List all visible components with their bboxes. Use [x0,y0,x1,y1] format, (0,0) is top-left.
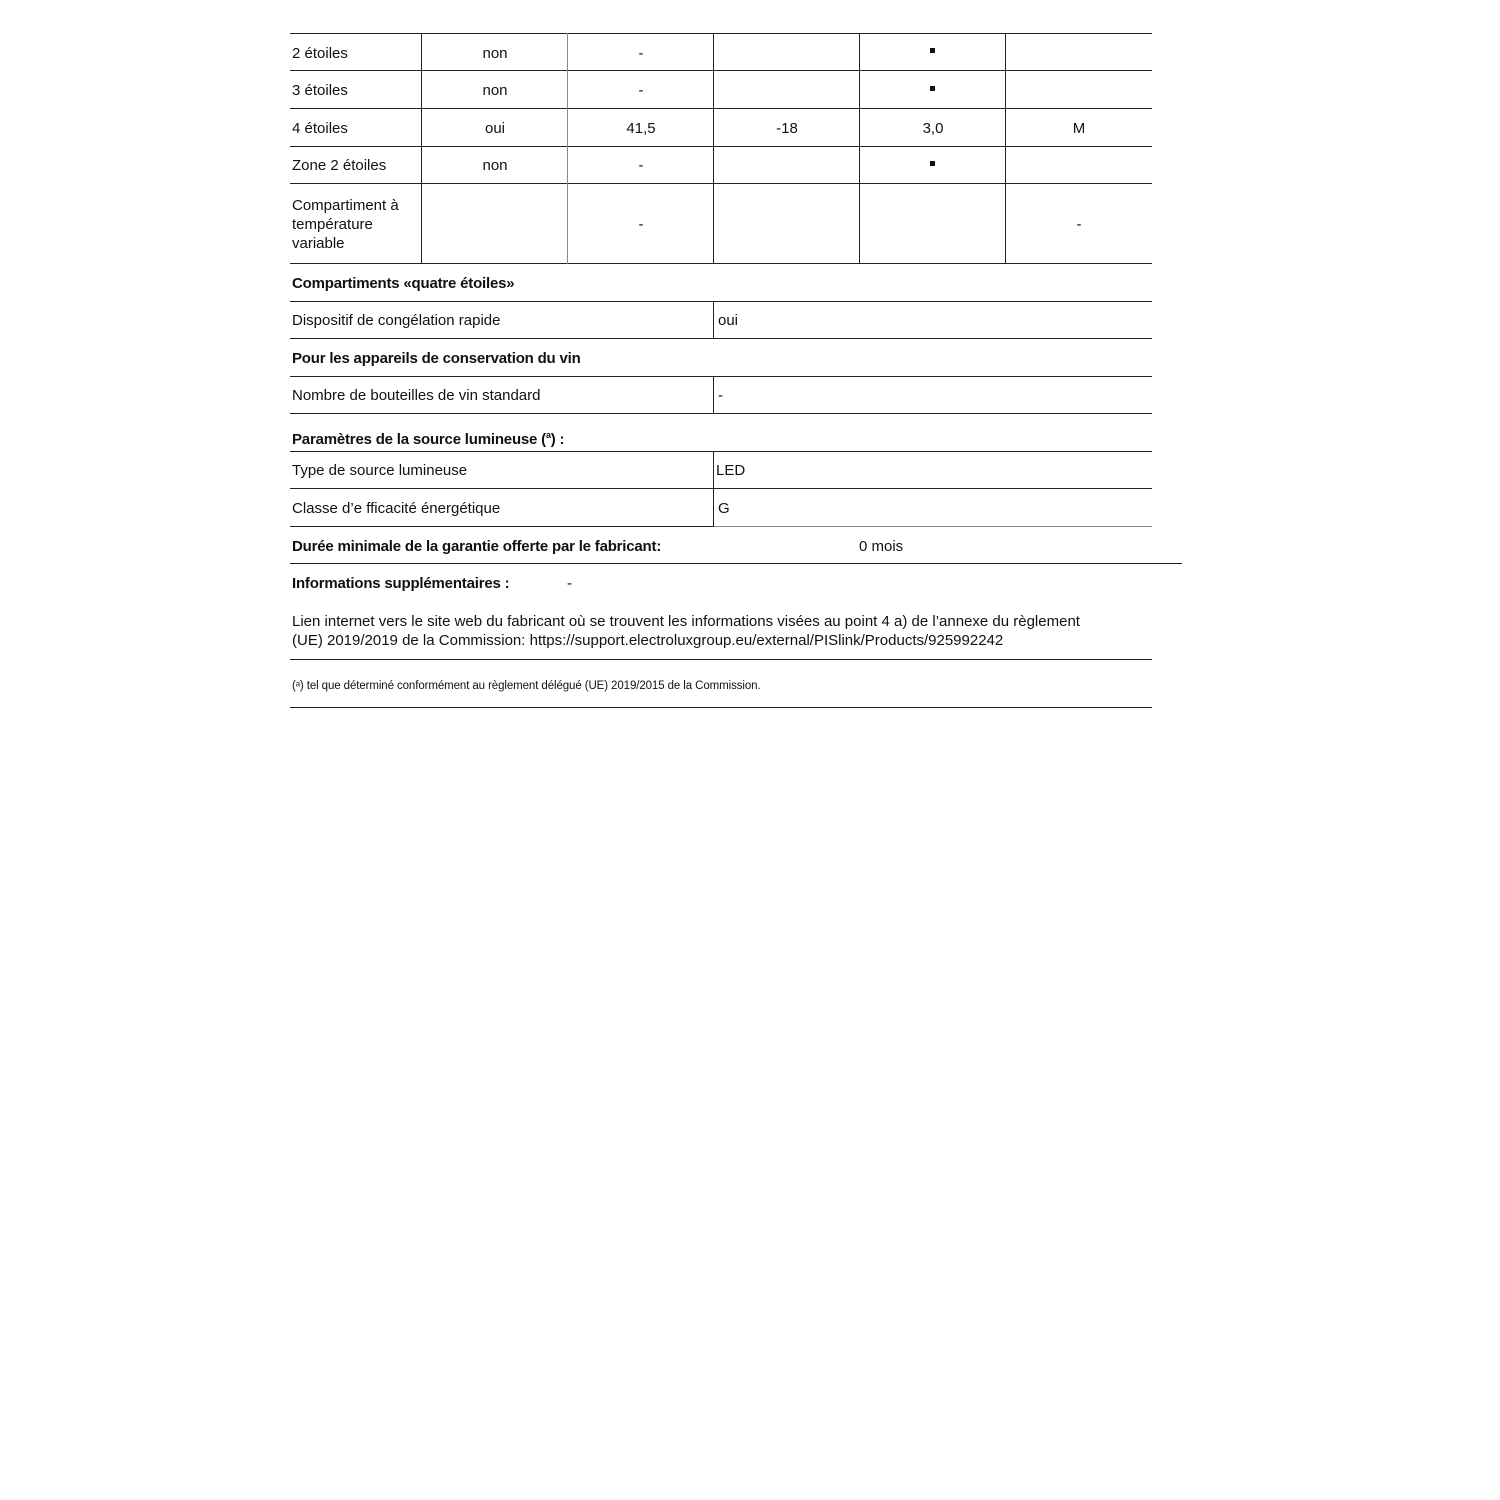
table-rule [290,108,1152,109]
cell-value: 41,5 [626,120,656,137]
section-rule [290,338,1152,339]
section-heading: Pour les appareils de conservation du vin [292,350,581,367]
table-column-rule [859,33,860,264]
energy-class-value: G [718,500,730,517]
warranty-value: 0 mois [859,538,904,555]
wine-bottles-value: - [718,387,723,404]
cell-value: non [482,82,508,99]
wine-bottles-label: Nombre de bouteilles de vin standard [292,387,541,404]
bullet-marker [930,161,935,166]
light-type-label: Type de source lumineuse [292,462,468,479]
bullet-marker [930,86,935,91]
table-column-rule [421,33,422,264]
section-heading: Compartiments «quatre étoiles» [292,275,515,292]
row-label: Zone 2 étoiles [292,157,387,174]
section-heading: Paramètres de la source lumineuse ($^a$) : [292,430,565,448]
light-type-value: LED [716,462,746,479]
table-column-rule [713,376,714,413]
row-label: variable [292,235,345,252]
rapid-freeze-label: Dispositif de congélation rapide [292,312,501,329]
table-rule [290,33,1152,34]
section-rule [290,659,1152,660]
cell-value: - [638,157,644,174]
bullet-marker [930,48,935,53]
extra-info-value: - [567,575,572,592]
row-label: température [292,216,373,233]
footnote: (ᵃ) tel que déterminé conformément au règlement délégué (UE) 2019/2015 de la Commission. [292,680,761,692]
table-rule [290,70,1152,71]
cell-value: 3,0 [922,120,944,137]
extra-info-label: Informations supplémentaires : [292,575,510,592]
cell-value: - [638,82,644,99]
row-label: 2 étoiles [292,45,348,62]
cell-value: - [638,216,644,233]
table-column-rule [713,301,714,338]
row-label: Compartiment à [292,197,399,214]
section-rule [290,451,1152,452]
cell-value: -18 [776,120,798,137]
section-rule [290,707,1152,708]
section-rule [290,301,1152,302]
cell-value: oui [484,120,506,137]
table-column-rule [713,451,714,527]
warranty-label: Durée minimale de la garantie offerte par le fabricant: [292,538,662,555]
cell-value: - [1076,216,1082,233]
cell-value: non [482,157,508,174]
cell-value: - [638,45,644,62]
manufacturer-link-text: (UE) 2019/2019 de la Commission: https://support.electroluxgroup.eu/external/PISlink/Products/925992242 [292,632,1004,649]
row-label: 4 étoiles [292,120,348,137]
rapid-freeze-value: oui [718,312,739,329]
table-rule [290,263,1152,264]
section-rule [290,376,1152,377]
cell-value: non [482,45,508,62]
section-rule [290,563,1182,564]
manufacturer-link-text: Lien internet vers le site web du fabricant où se trouvent les informations visées au point 4 a) de l’annexe du règlement [292,613,1080,630]
section-rule [290,526,714,527]
cell-value: M [1072,120,1086,137]
section-rule [714,526,1152,527]
table-rule [290,183,1152,184]
energy-class-label: Classe d’e fficacité énergétique [292,500,501,517]
section-rule [290,413,1152,414]
section-rule [290,488,1152,489]
table-rule [290,146,1152,147]
row-label: 3 étoiles [292,82,348,99]
